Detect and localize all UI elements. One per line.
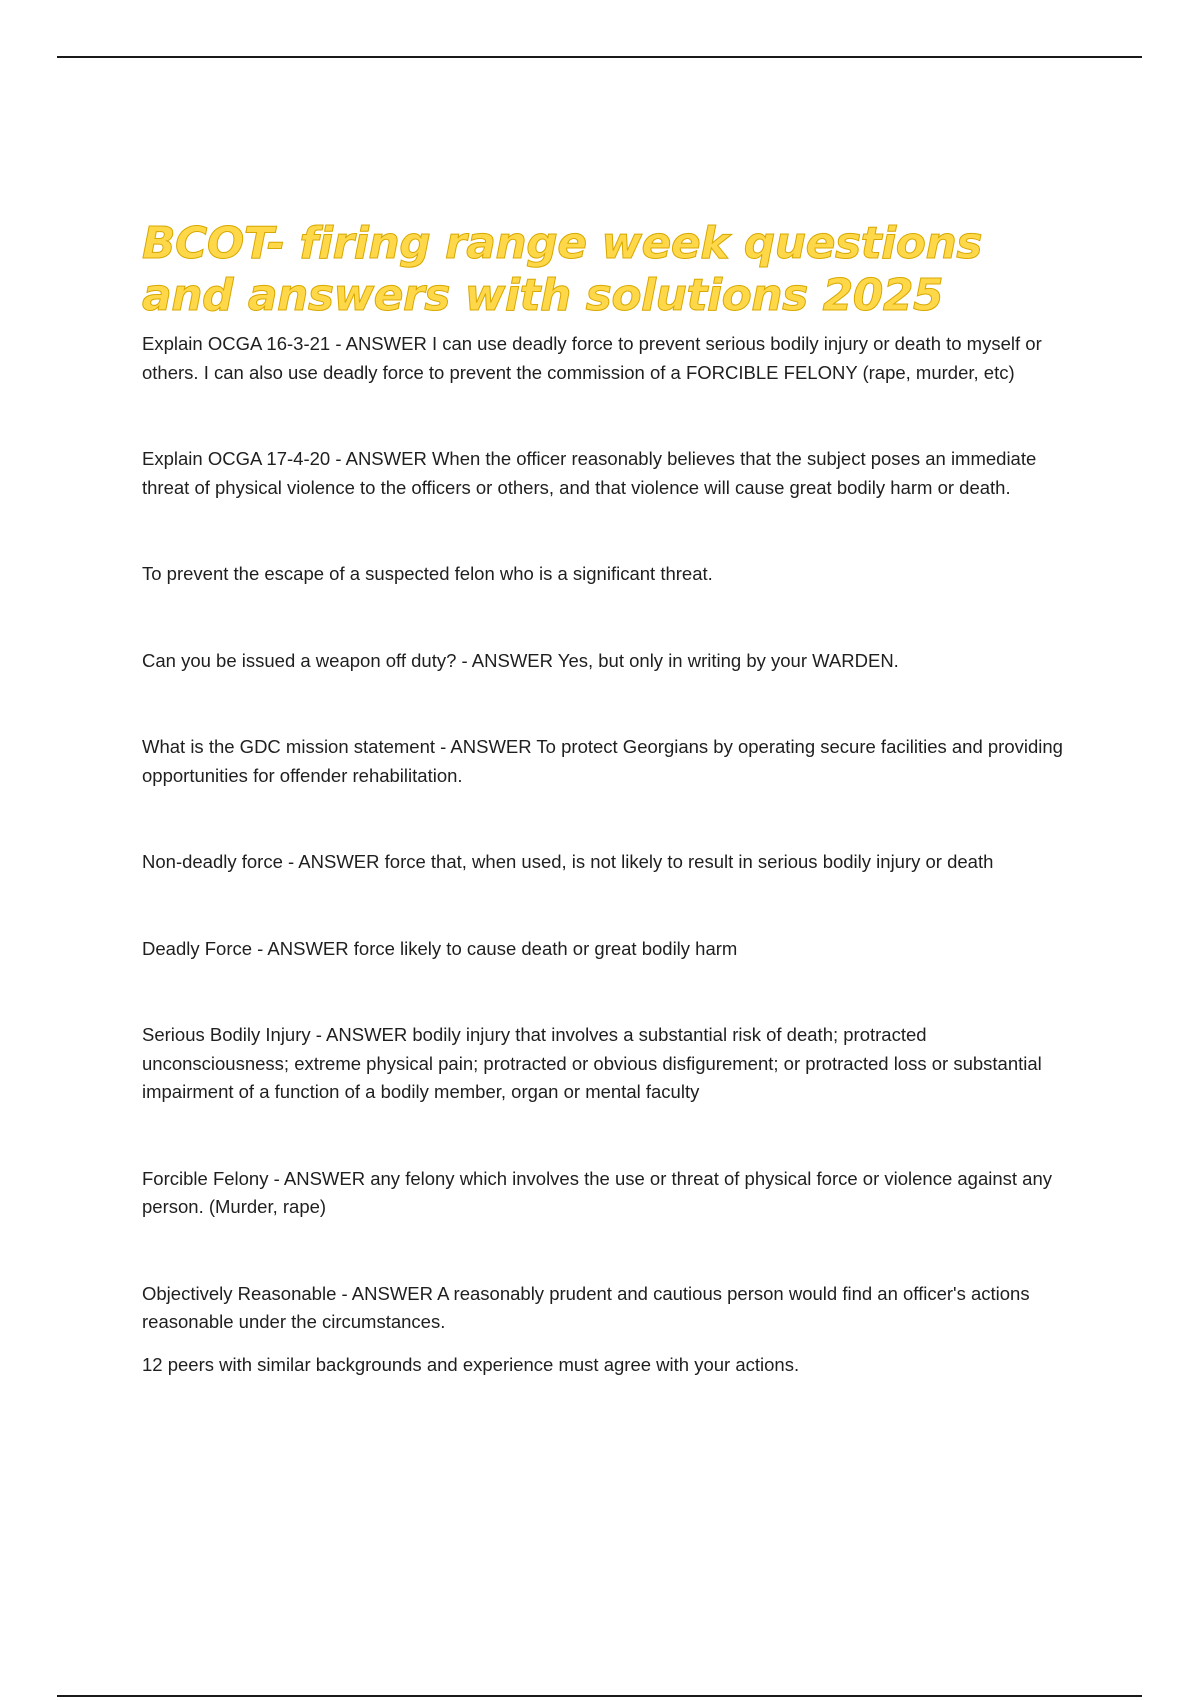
qa-entry-objectively-reasonable: Objectively Reasonable - ANSWER A reasonably prudent and cautious person would find an officer's actions reasonable under the circumstances. (142, 1282, 1030, 1332)
qa-entry-twelve-peers: 12 peers with similar backgrounds and experience must agree with your actions. (142, 1353, 800, 1375)
qa-entry-escape-felon: To prevent the escape of a suspected felon who is a significant threat. (142, 563, 713, 584)
qa-entry-forcible-felony: Forcible Felony - ANSWER any felony which involves the use or threat of physical force or violence against any person. (Murder, rape) (142, 1167, 1053, 1217)
qa-entry-off-duty-weapon: Can you be issued a weapon off duty? - ANSWER Yes, but only in writing by your WARDEN. (142, 649, 899, 671)
qa-entry-ocga-16-3-21: Explain OCGA 16-3-21 - ANSWER I can use deadly force to prevent serious bodily injury or death to myself or others. I can also use deadly force to prevent the commission of a FORCIBLE FELONY (rape, murder, etc) (142, 333, 1042, 383)
document-body (142, 218, 1072, 1379)
qa-entry-gdc-mission: What is the GDC mission statement - ANSWER To protect Georgians by operating secure facilities and providing opportunities for offender rehabilitation. (142, 736, 1063, 786)
qa-entry-deadly-force: Deadly Force - ANSWER force likely to cause death or great bodily harm (142, 937, 738, 959)
qa-entry-non-deadly-force: Non-deadly force - ANSWER force that, when used, is not likely to result in serious bodily injury or death (142, 851, 994, 872)
top-rule (57, 56, 1142, 58)
qa-entry-ocga-17-4-20: Explain OCGA 17-4-20 - ANSWER When the officer reasonably believes that the subject poses an immediate threat of physical violence to the officers or others, and that violence will cause great bodily harm or death. (142, 448, 1037, 498)
bottom-rule (57, 1695, 1142, 1697)
qa-entry-serious-bodily-injury: Serious Bodily Injury - ANSWER bodily injury that involves a substantial risk of death; protracted unconsciousness; extreme physical pain; protracted or obvious disfigurement; or protracted loss or substantial impairment of a function of a bodily member, organ or mental faculty (142, 1024, 1042, 1102)
document-title: BCOT- firing range week questions and answers with solutions 2025 (142, 218, 982, 321)
